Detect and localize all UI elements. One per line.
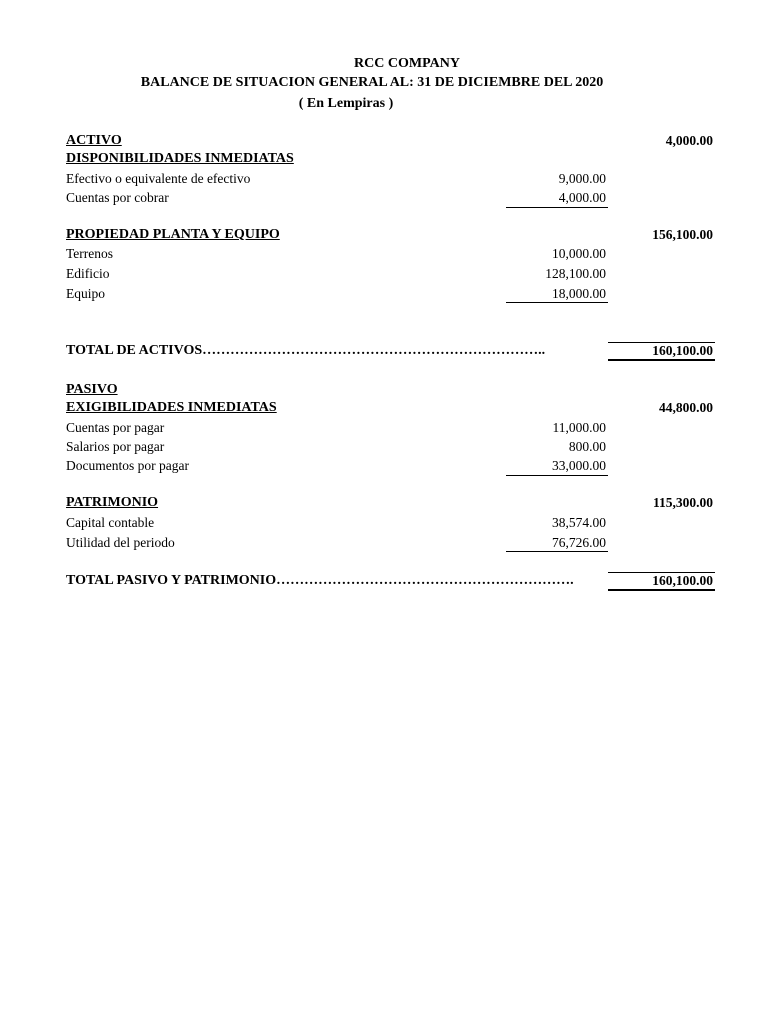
line-item-label: Documentos por pagar (66, 458, 189, 473)
line-item-amount: 76,726.00 (552, 535, 606, 550)
subsection-disponibilidades (0, 149, 768, 169)
line-item (0, 437, 768, 457)
line-item-amount: 38,574.00 (552, 515, 606, 530)
patrimonio-total: 115,300.00 (652, 495, 713, 510)
line-item-label: Salarios por pagar (66, 439, 165, 454)
total-activos-amount: 160,100.00 (652, 343, 713, 358)
line-item (0, 188, 768, 208)
total-pasivo-patrimonio-label: TOTAL PASIVO Y PATRIMONIO………………………………………………………. (66, 573, 574, 588)
subtotal-rule (506, 207, 608, 208)
line-item-amount: 33,000.00 (552, 458, 606, 473)
line-item-label: Edificio (66, 266, 110, 281)
line-item-label: Efectivo o equivalente de efectivo (66, 171, 251, 186)
subtotal-rule (506, 475, 608, 476)
exigibilidades-total: 44,800.00 (659, 400, 713, 415)
line-item-label: Equipo (66, 286, 105, 301)
pasivo-heading: PASIVO (66, 382, 118, 397)
line-item-amount: 11,000.00 (552, 420, 606, 435)
line-item (0, 244, 768, 264)
line-item (0, 533, 768, 553)
company-name: RCC COMPANY (354, 56, 460, 71)
line-item-label: Utilidad del periodo (66, 535, 175, 550)
exigibilidades-heading: EXIGIBILIDADES INMEDIATAS (66, 400, 277, 415)
line-item (0, 513, 768, 533)
line-item (0, 169, 768, 189)
line-item (0, 284, 768, 304)
subsection-exigibilidades (0, 398, 768, 418)
line-item-amount: 4,000.00 (558, 190, 606, 205)
line-item (0, 418, 768, 438)
line-item-amount: 10,000.00 (552, 246, 606, 261)
line-item-label: Capital contable (66, 515, 155, 530)
total-pasivo-patrimonio-row (0, 571, 768, 591)
line-item-amount: 18,000.00 (552, 286, 606, 301)
line-item (0, 456, 768, 476)
line-item (0, 264, 768, 284)
line-item-amount: 9,000.00 (558, 171, 606, 186)
disponibilidades-heading: DISPONIBILIDADES INMEDIATAS (66, 151, 294, 166)
subtotal-rule (506, 302, 608, 303)
line-item-label: Terrenos (66, 246, 114, 261)
section-patrimonio (0, 493, 768, 513)
line-item-amount: 800.00 (568, 439, 606, 454)
section-activo (0, 131, 768, 151)
propiedad-total: 156,100.00 (652, 227, 713, 242)
total-activos-row (0, 341, 768, 361)
section-pasivo (0, 380, 768, 400)
total-pasivo-patrimonio-amount: 160,100.00 (652, 573, 713, 588)
activo-heading: ACTIVO (66, 133, 122, 148)
line-item-label: Cuentas por cobrar (66, 190, 169, 205)
line-item-amount: 128,100.00 (545, 266, 606, 281)
currency-note: ( En Lempiras ) (298, 96, 394, 111)
total-activos-label: TOTAL DE ACTIVOS……………………………………………………………….. (66, 343, 546, 358)
activo-total: 4,000.00 (665, 133, 713, 148)
report-title: BALANCE DE SITUACION GENERAL AL: 31 DE DICIEMBRE DEL 2020 (140, 75, 604, 90)
propiedad-heading: PROPIEDAD PLANTA Y EQUIPO (66, 227, 280, 242)
line-item-label: Cuentas por pagar (66, 420, 165, 435)
patrimonio-heading: PATRIMONIO (66, 495, 159, 510)
subtotal-rule (506, 551, 608, 552)
subsection-propiedad (0, 225, 768, 245)
